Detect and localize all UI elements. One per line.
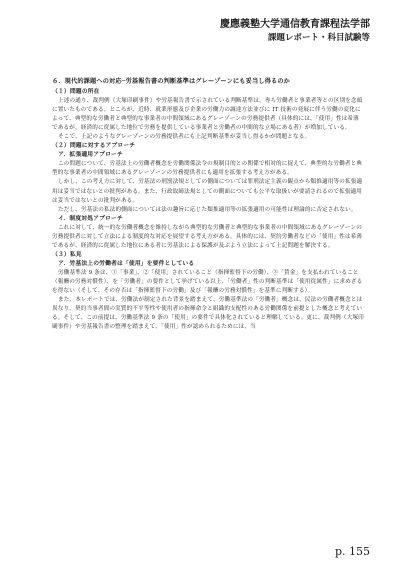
subsection-heading: （１）問題の所在 <box>52 89 100 95</box>
document-body <box>52 76 364 332</box>
paragraph: 労働基準法 9 条は、①「事業」、②「使用」されていること（指揮監督下の労働）、③「賃金」を支払われていること（報酬の労務対償性）、を「労働者」の要件として挙げている以上、「労働者」性の判断基準は「使用従属性」に求めざるを得ない（そして、その存否は「指揮監督下の労働」及び「報酬の労務対償性」を基準に判断する）。 <box>52 269 363 295</box>
paragraph: 上述の通り、裁判例（大塚印刷事件）や労基報告書で示されている判断基準は、専ら労働者と事業者等との区別を念頭に置いたものである。ところが、近時、就業形態及び企業の労働力の調達方法並びに IT 技術の発展に伴う労働の変化によって、典型的な労働者と典型的な事業者の中間領域にあるグレーゾーンの労務提供者（具体的には、「使用」性は希薄であるが、経済的に従属した地位で労務を提供している事業者と労働者の中間的な立場にある者）が増加している。 <box>52 98 363 132</box>
paragraph: また、本レポートでは、労働法が制定された背景を踏まえて、労働基準法の「労働者」概念は、民法の労働者概念とは異なり、契約当事者間の実質的不平等性や使用者の指揮命令と組織的支配性のある労働関係を前提とした概念と考えている。そして、この前提は、労働基準法 9 条の「使用」の要件で具体化されていると理解している。更に、裁判例（大塚印刷事件）や労基報告書の整理を踏まえて、「使用」性が認められるためには、当 <box>52 297 364 331</box>
item-heading: ア．労基法上の労働者は「使用」を要件としている <box>58 260 195 267</box>
paragraph: ただし、労基法の私法的側面については法の趣旨に応じた類推適用等の拡張適用の可能性は理論的に否定されない。 <box>58 206 357 213</box>
paragraph: しかし、この考え方に対して、労基法の刑罰法規としての側面については罪刑法定主義の観点から類推適用等の拡張適用は妥当ではないとの批判がある。また、行政取締法規としての側面についても公平な取扱いが要請されるので拡張適用は妥当ではないとの批判がある。 <box>52 179 363 204</box>
university-name: 慶應義塾大学通信教育課程法学部 <box>220 19 370 30</box>
document-type: 課題レポート・科目試験等 <box>267 33 370 43</box>
section-title: ６．現代的課題への対応─労基報告書の判断基準はグレーゾーンにも妥当し得るのか <box>52 78 290 85</box>
paragraph: これに対して、統一的な労働者概念を維持しながら典型的な労働者と典型的な事業者の中間領域にあるグレーゾーンの労務提供者に対して立法による制度的な対応を展望する考え方がある。具体的には、契約労働者などの「使用」性は希薄であるが、経済的に従属した地位にある者に労基法による保護が及ぶよう立法によって上記問題を解決する。 <box>52 224 363 249</box>
page-number: p. 155 <box>334 545 370 558</box>
item-heading: ア．拡張適用アプローチ <box>58 152 123 159</box>
paragraph: この問題について、労基法上の労働者概念を労働関係法令の規制目的との関係で相対的に捉えて、典型的な労働者と典型的な事業者の中間領域にあるグレーゾーンの労務提供者にも適用を拡張する考え方がある。 <box>52 161 363 177</box>
subsection-heading: （２）問題に対するアプローチ <box>52 143 136 150</box>
document-header <box>110 18 370 44</box>
subsection-heading: （３）私見 <box>52 251 82 258</box>
paragraph: そこで、上記のようなグレーゾーンの労務提供者にも上記判断基準が妥当し得るかが問題となる。 <box>58 134 311 141</box>
item-heading: イ．制度対処アプローチ <box>58 215 123 222</box>
